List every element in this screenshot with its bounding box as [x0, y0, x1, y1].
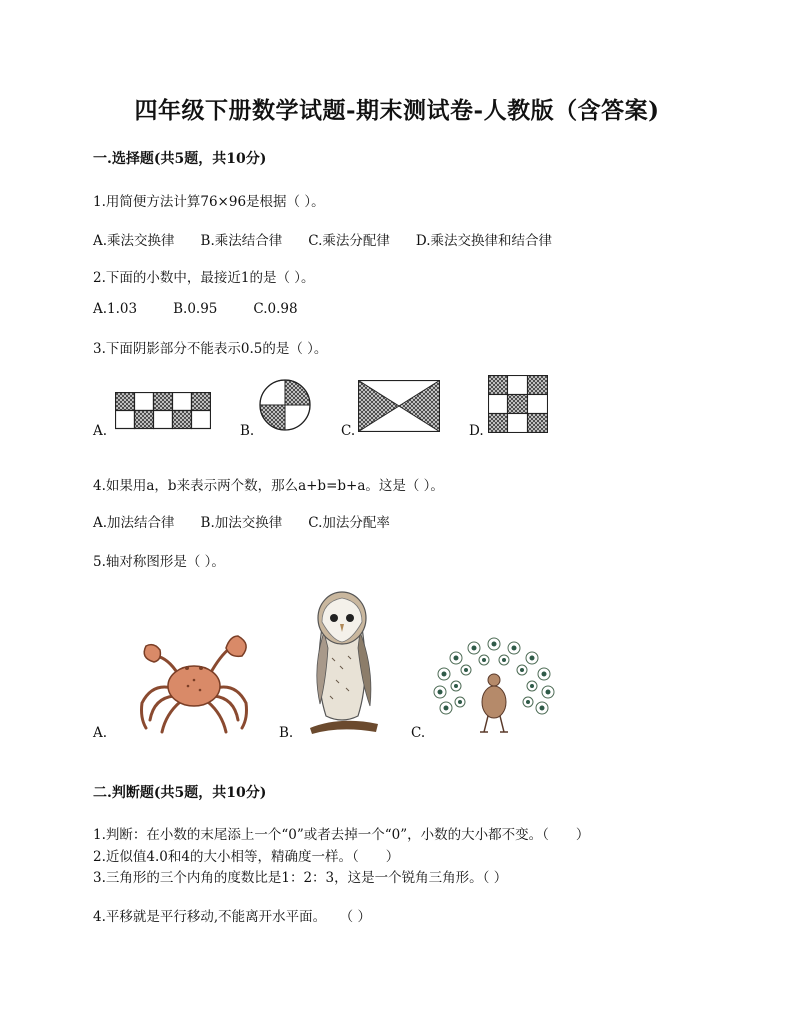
section-2-heading: 二.判断题(共5题，共10分): [93, 785, 267, 801]
q1-option-c: C.乘法分配律: [308, 233, 390, 249]
q1-option-d: D.乘法交换律和结合律: [415, 233, 553, 249]
q3-figure-d-grid: [488, 375, 548, 433]
judge-question-4: 4.平移就是平行移动,不能离开水平面。 （ ）: [93, 909, 371, 925]
q1-option-b: B.乘法结合律: [200, 233, 283, 249]
q5-peacock-illustration: [432, 636, 556, 736]
q3-label-a: A.: [93, 423, 108, 439]
question-1-options: [93, 229, 578, 249]
q1-option-a: A.乘法交换律: [93, 233, 175, 249]
q3-figure-b-circle: [258, 378, 312, 432]
question-4-options: [93, 511, 416, 531]
judge-question-3: 3.三角形的三个内角的度数比是1：2：3，这是一个锐角三角形。（ ）: [93, 870, 508, 886]
q5-owl-illustration: [300, 588, 382, 734]
q3-label-d: D.: [469, 423, 484, 439]
page-title: 四年级下册数学试题-期末测试卷-人教版（含答案): [134, 97, 660, 124]
q4-option-a: A.加法结合律: [93, 515, 175, 531]
question-4: 4.如果用a，b来表示两个数，那么a+b=b+a。这是（ ）。: [93, 478, 444, 494]
q3-figure-a-grid: [115, 392, 211, 430]
question-2: 2.下面的小数中，最接近1的是（ ）。: [93, 270, 315, 286]
q5-label-c: C.: [411, 725, 426, 741]
q2-option-a: A.1.03: [93, 301, 138, 317]
section-1-heading: 一.选择题(共5题，共10分): [93, 151, 267, 167]
question-5: 5.轴对称图形是（ ）。: [93, 554, 225, 570]
q4-option-c: C.加法分配率: [308, 515, 390, 531]
q4-option-b: B.加法交换律: [200, 515, 283, 531]
judge-question-2: 2.近似值4.0和4的大小相等，精确度一样。（ ）: [93, 849, 400, 865]
q2-option-b: B.0.95: [173, 301, 218, 317]
question-1: 1.用简便方法计算76×96是根据（ ）。: [93, 194, 325, 210]
q5-crab-illustration: [132, 628, 256, 736]
question-2-options: [93, 301, 324, 317]
q5-label-b: B.: [279, 725, 294, 741]
q2-option-c: C.0.98: [253, 301, 298, 317]
q3-label-b: B.: [240, 423, 255, 439]
q3-label-c: C.: [341, 423, 356, 439]
q3-figure-c-bowtie: [358, 380, 440, 432]
question-3: 3.下面阴影部分不能表示0.5的是（ ）。: [93, 341, 328, 357]
q5-label-a: A.: [93, 725, 108, 741]
judge-question-1: 1.判断：在小数的末尾添上一个“0”或者去掉一个“0”，小数的大小都不变。（ ）: [93, 827, 590, 843]
